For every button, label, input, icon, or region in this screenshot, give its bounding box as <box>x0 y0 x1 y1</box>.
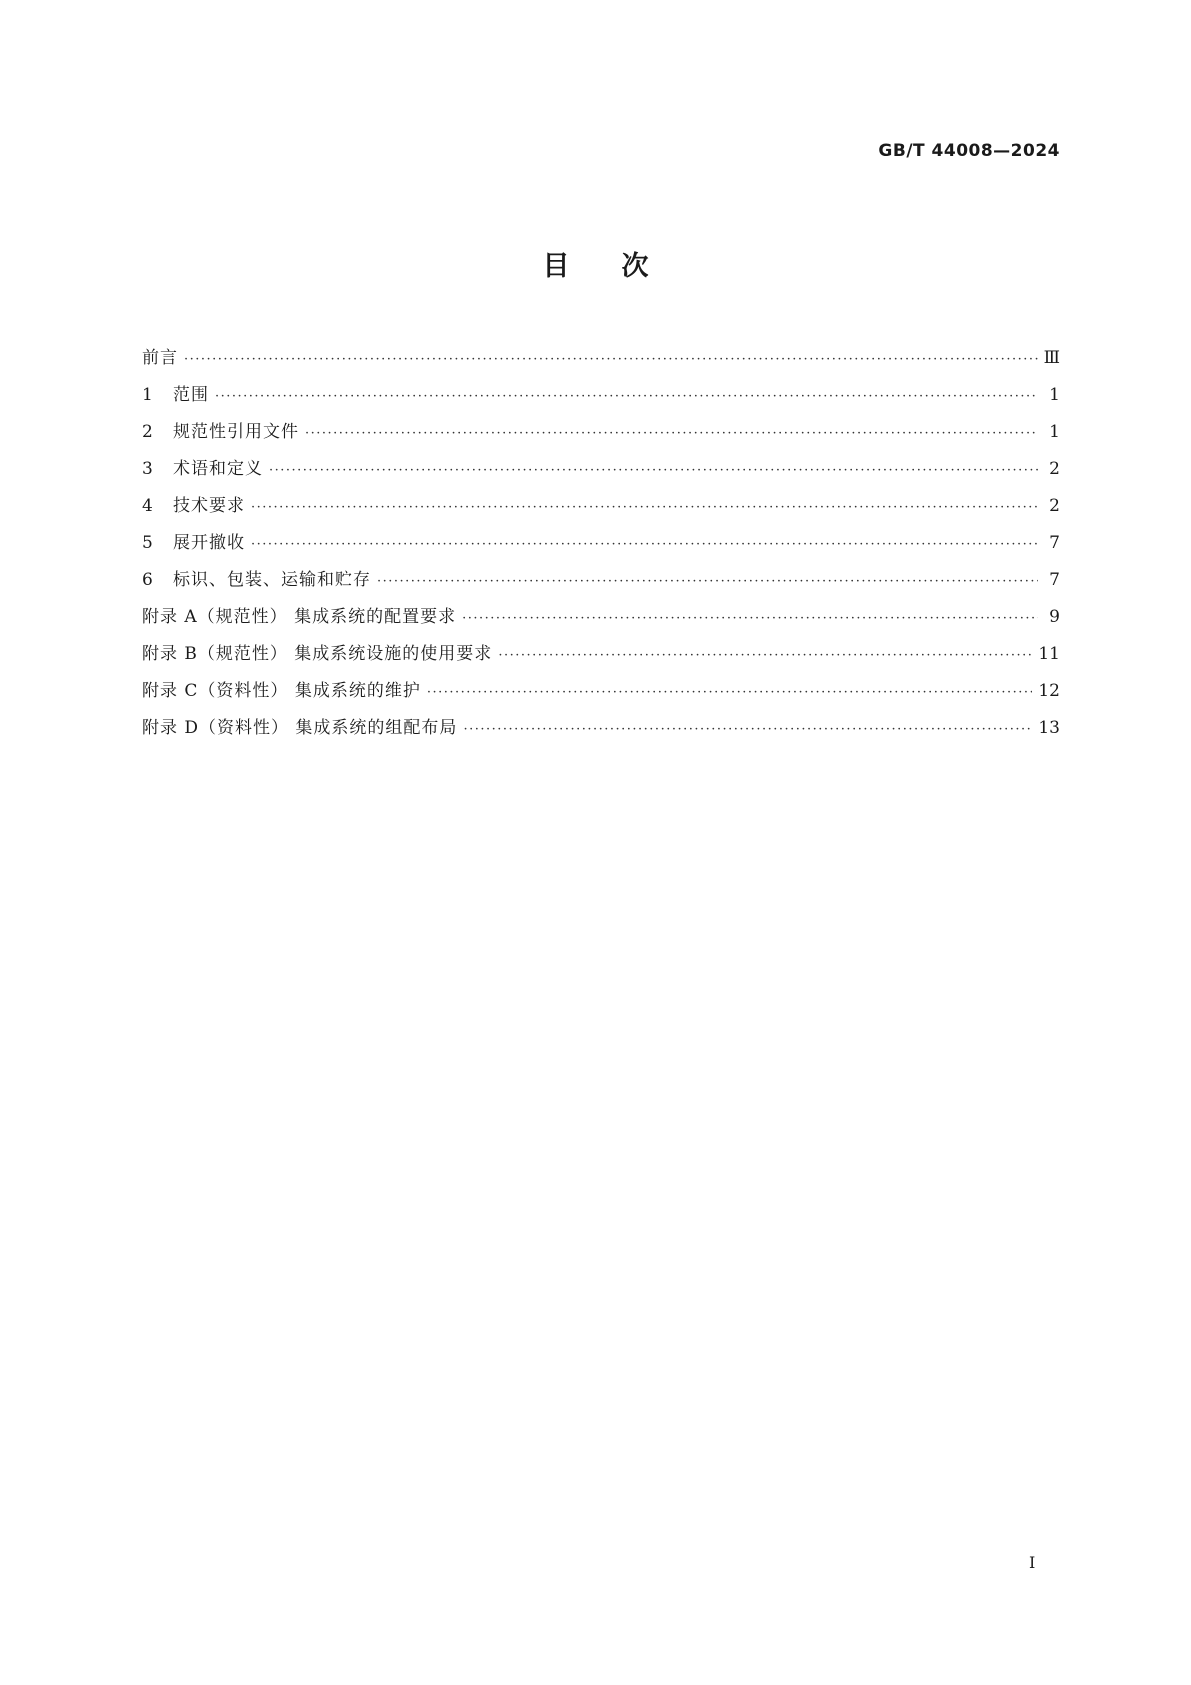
toc-dot-leader <box>215 389 1038 404</box>
toc-entry-page: 13 <box>1038 718 1060 738</box>
toc-entry-number: 1 <box>142 385 153 405</box>
toc-entry-annex-c[interactable] <box>142 676 1060 713</box>
toc-dot-leader <box>427 685 1033 700</box>
toc-entry-annex-b[interactable] <box>142 639 1060 676</box>
table-of-contents <box>142 343 1060 750</box>
toc-entry-deployment[interactable] <box>142 528 1060 565</box>
toc-entry-annex-d[interactable] <box>142 713 1060 750</box>
toc-dot-leader <box>463 722 1032 737</box>
toc-dot-leader <box>305 426 1038 441</box>
toc-entry-foreword[interactable] <box>142 343 1060 380</box>
page-number: I <box>1029 1553 1036 1572</box>
standard-code: GB/T 44008—2024 <box>878 141 1060 161</box>
toc-entry-page: 7 <box>1049 533 1060 553</box>
toc-entry-scope[interactable] <box>142 380 1060 417</box>
toc-entry-label: 附录 C（资料性） 集成系统的维护 <box>142 681 421 701</box>
toc-entry-number: 3 <box>142 459 153 479</box>
toc-entry-terms-definitions[interactable] <box>142 454 1060 491</box>
toc-dot-leader <box>251 537 1038 552</box>
toc-entry-number: 5 <box>142 533 153 553</box>
toc-entry-label: 附录 D（资料性） 集成系统的组配布局 <box>142 718 458 738</box>
toc-dot-leader <box>462 611 1038 626</box>
toc-dot-leader <box>498 648 1032 663</box>
toc-entry-label: 附录 A（规范性） 集成系统的配置要求 <box>142 607 457 627</box>
toc-entry-technical-requirements[interactable] <box>142 491 1060 528</box>
toc-dot-leader <box>269 463 1038 478</box>
page-title: 目次 <box>542 251 701 282</box>
toc-entry-number: 2 <box>142 422 153 442</box>
toc-entry-label: 前言 <box>142 348 178 368</box>
toc-entry-page: 2 <box>1049 496 1060 516</box>
toc-entry-number: 4 <box>142 496 153 516</box>
toc-dot-leader <box>184 352 1038 367</box>
toc-entry-label: 展开撤收 <box>173 533 245 553</box>
toc-entry-label: 术语和定义 <box>173 459 263 479</box>
toc-entry-label: 技术要求 <box>173 496 245 516</box>
toc-entry-annex-a[interactable] <box>142 602 1060 639</box>
toc-entry-page: 9 <box>1049 607 1060 627</box>
toc-entry-label: 范围 <box>173 385 209 405</box>
toc-dot-leader <box>377 574 1038 589</box>
toc-entry-page: 11 <box>1038 644 1060 664</box>
toc-entry-page: 1 <box>1049 422 1060 442</box>
toc-entry-page: 7 <box>1049 570 1060 590</box>
toc-entry-label: 标识、包装、运输和贮存 <box>173 570 371 590</box>
toc-entry-page: 2 <box>1049 459 1060 479</box>
toc-entry-normative-references[interactable] <box>142 417 1060 454</box>
toc-entry-page: 12 <box>1038 681 1060 701</box>
toc-entry-number: 6 <box>142 570 153 590</box>
toc-dot-leader <box>251 500 1038 515</box>
toc-entry-marking-packaging[interactable] <box>142 565 1060 602</box>
toc-entry-label: 附录 B（规范性） 集成系统设施的使用要求 <box>142 644 493 664</box>
toc-entry-page: 1 <box>1049 385 1060 405</box>
toc-entry-page: Ⅲ <box>1043 348 1060 368</box>
toc-entry-label: 规范性引用文件 <box>173 422 299 442</box>
